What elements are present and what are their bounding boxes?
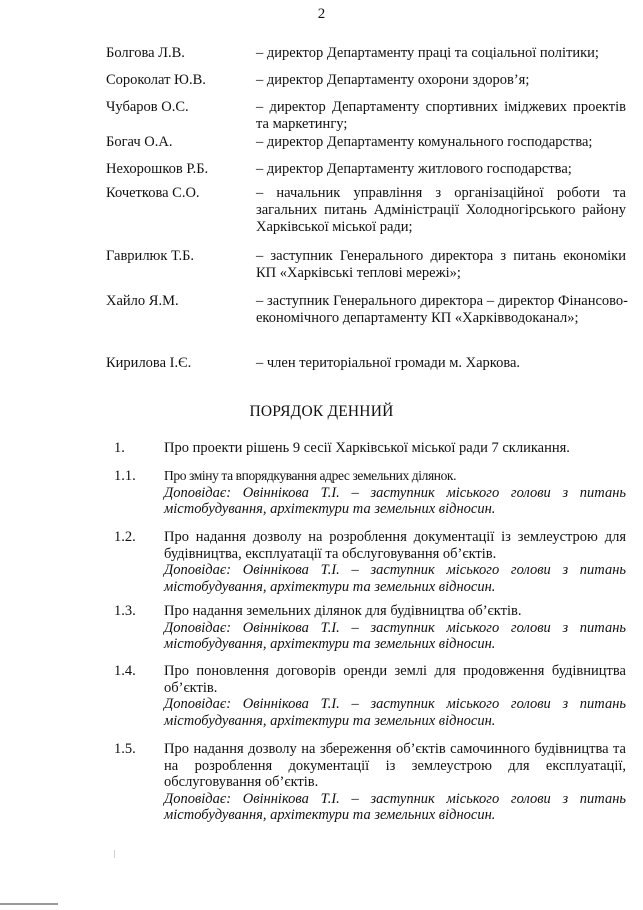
- participant-name: Гаврилюк Т.Б.: [106, 248, 195, 264]
- participant-name: Чубаров О.С.: [106, 99, 189, 115]
- agenda-item-number: 1.3.: [114, 603, 136, 619]
- page-number: 2: [317, 6, 326, 22]
- bottom-rule: [0, 903, 58, 905]
- agenda-item-number: 1.5.: [114, 741, 136, 757]
- participant-name: Нехорошков Р.Б.: [106, 161, 209, 177]
- participant-name: Богач О.А.: [106, 134, 173, 150]
- participant-name: Сороколат Ю.В.: [106, 72, 206, 88]
- agenda-item-title: Про надання дозволу на збереження об’єктів самочинного будівництва та на розроблення документації із землеустрою для експлуатації, обслуговування об’єктів.: [164, 741, 626, 790]
- participant-role: – директор Департаменту житлового господарства;: [256, 161, 572, 177]
- participant-role: – заступник Генерального директора з питань економіки КП «Харківські теплові мережі»;: [256, 248, 626, 281]
- agenda-item-speaker: Доповідає: Овіннікова Т.І. – заступник міського голови з питань містобудування, архітектури та земельних відносин.: [164, 696, 626, 729]
- participant-role: – директор Департаменту комунального господарства;: [256, 134, 593, 150]
- agenda-item-speaker: Доповідає: Овіннікова Т.І. – заступник міського голови з питань містобудування, архітектури та земельних відносин.: [164, 562, 626, 595]
- agenda-title: ПОРЯДОК ДЕННИЙ: [249, 403, 394, 420]
- agenda-item-title: Про надання дозволу на розроблення документації із землеустрою для будівництва, експлуатації та обслуговування об’єктів.: [164, 529, 626, 562]
- participant-role: – начальник управління з організаційної роботи та загальних питань Адміністрації Холодногірського району Харківської міської ради;: [256, 185, 626, 235]
- participant-role: – директор Департаменту праці та соціальної політики;: [256, 45, 599, 61]
- agenda-item-speaker: Доповідає: Овіннікова Т.І. – заступник міського голови з питань містобудування, архітектури та земельних відносин.: [164, 790, 626, 823]
- participant-name: Болгова Л.В.: [106, 45, 185, 61]
- participant-role: – заступник Генерального директора – директор Фінансово-економічного департаменту КП «Харківводоканал»;: [256, 293, 628, 326]
- agenda-item-number: 1.1.: [114, 468, 136, 484]
- agenda-item-title: Про проекти рішень 9 сесії Харківської міської ради 7 скликання.: [164, 440, 570, 456]
- agenda-item-number: 1.: [114, 440, 125, 456]
- agenda-item-title: Про поновлення договорів оренди землі для продовження будівництва об’єктів.: [164, 663, 626, 696]
- agenda-item-title: Про зміну та впорядкування адрес земельних ділянок.: [164, 468, 457, 483]
- agenda-item-number: 1.4.: [114, 663, 136, 679]
- agenda-item-speaker: Доповідає: Овіннікова Т.І. – заступник міського голови з питань містобудування, архітектури та земельних відносин.: [164, 619, 626, 652]
- participant-role: – член територіальної громади м. Харкова.: [256, 355, 521, 371]
- participant-name: Кирилова І.Є.: [106, 355, 192, 371]
- scan-artifact: [114, 850, 115, 858]
- participant-name: Хайло Я.М.: [106, 293, 179, 309]
- agenda-item-title: Про надання земельних ділянок для будівництва об’єктів.: [164, 603, 522, 619]
- agenda-item-speaker: Доповідає: Овіннікова Т.І. – заступник міського голови з питань містобудування, архітектури та земельних відносин.: [164, 484, 626, 517]
- agenda-item-number: 1.2.: [114, 529, 136, 545]
- participant-name: Кочеткова С.О.: [106, 185, 200, 201]
- participant-role: – директор Департаменту охорони здоров’я;: [256, 72, 530, 88]
- participant-role: – директор Департаменту спортивних іміджевих проектів та маркетингу;: [256, 99, 626, 132]
